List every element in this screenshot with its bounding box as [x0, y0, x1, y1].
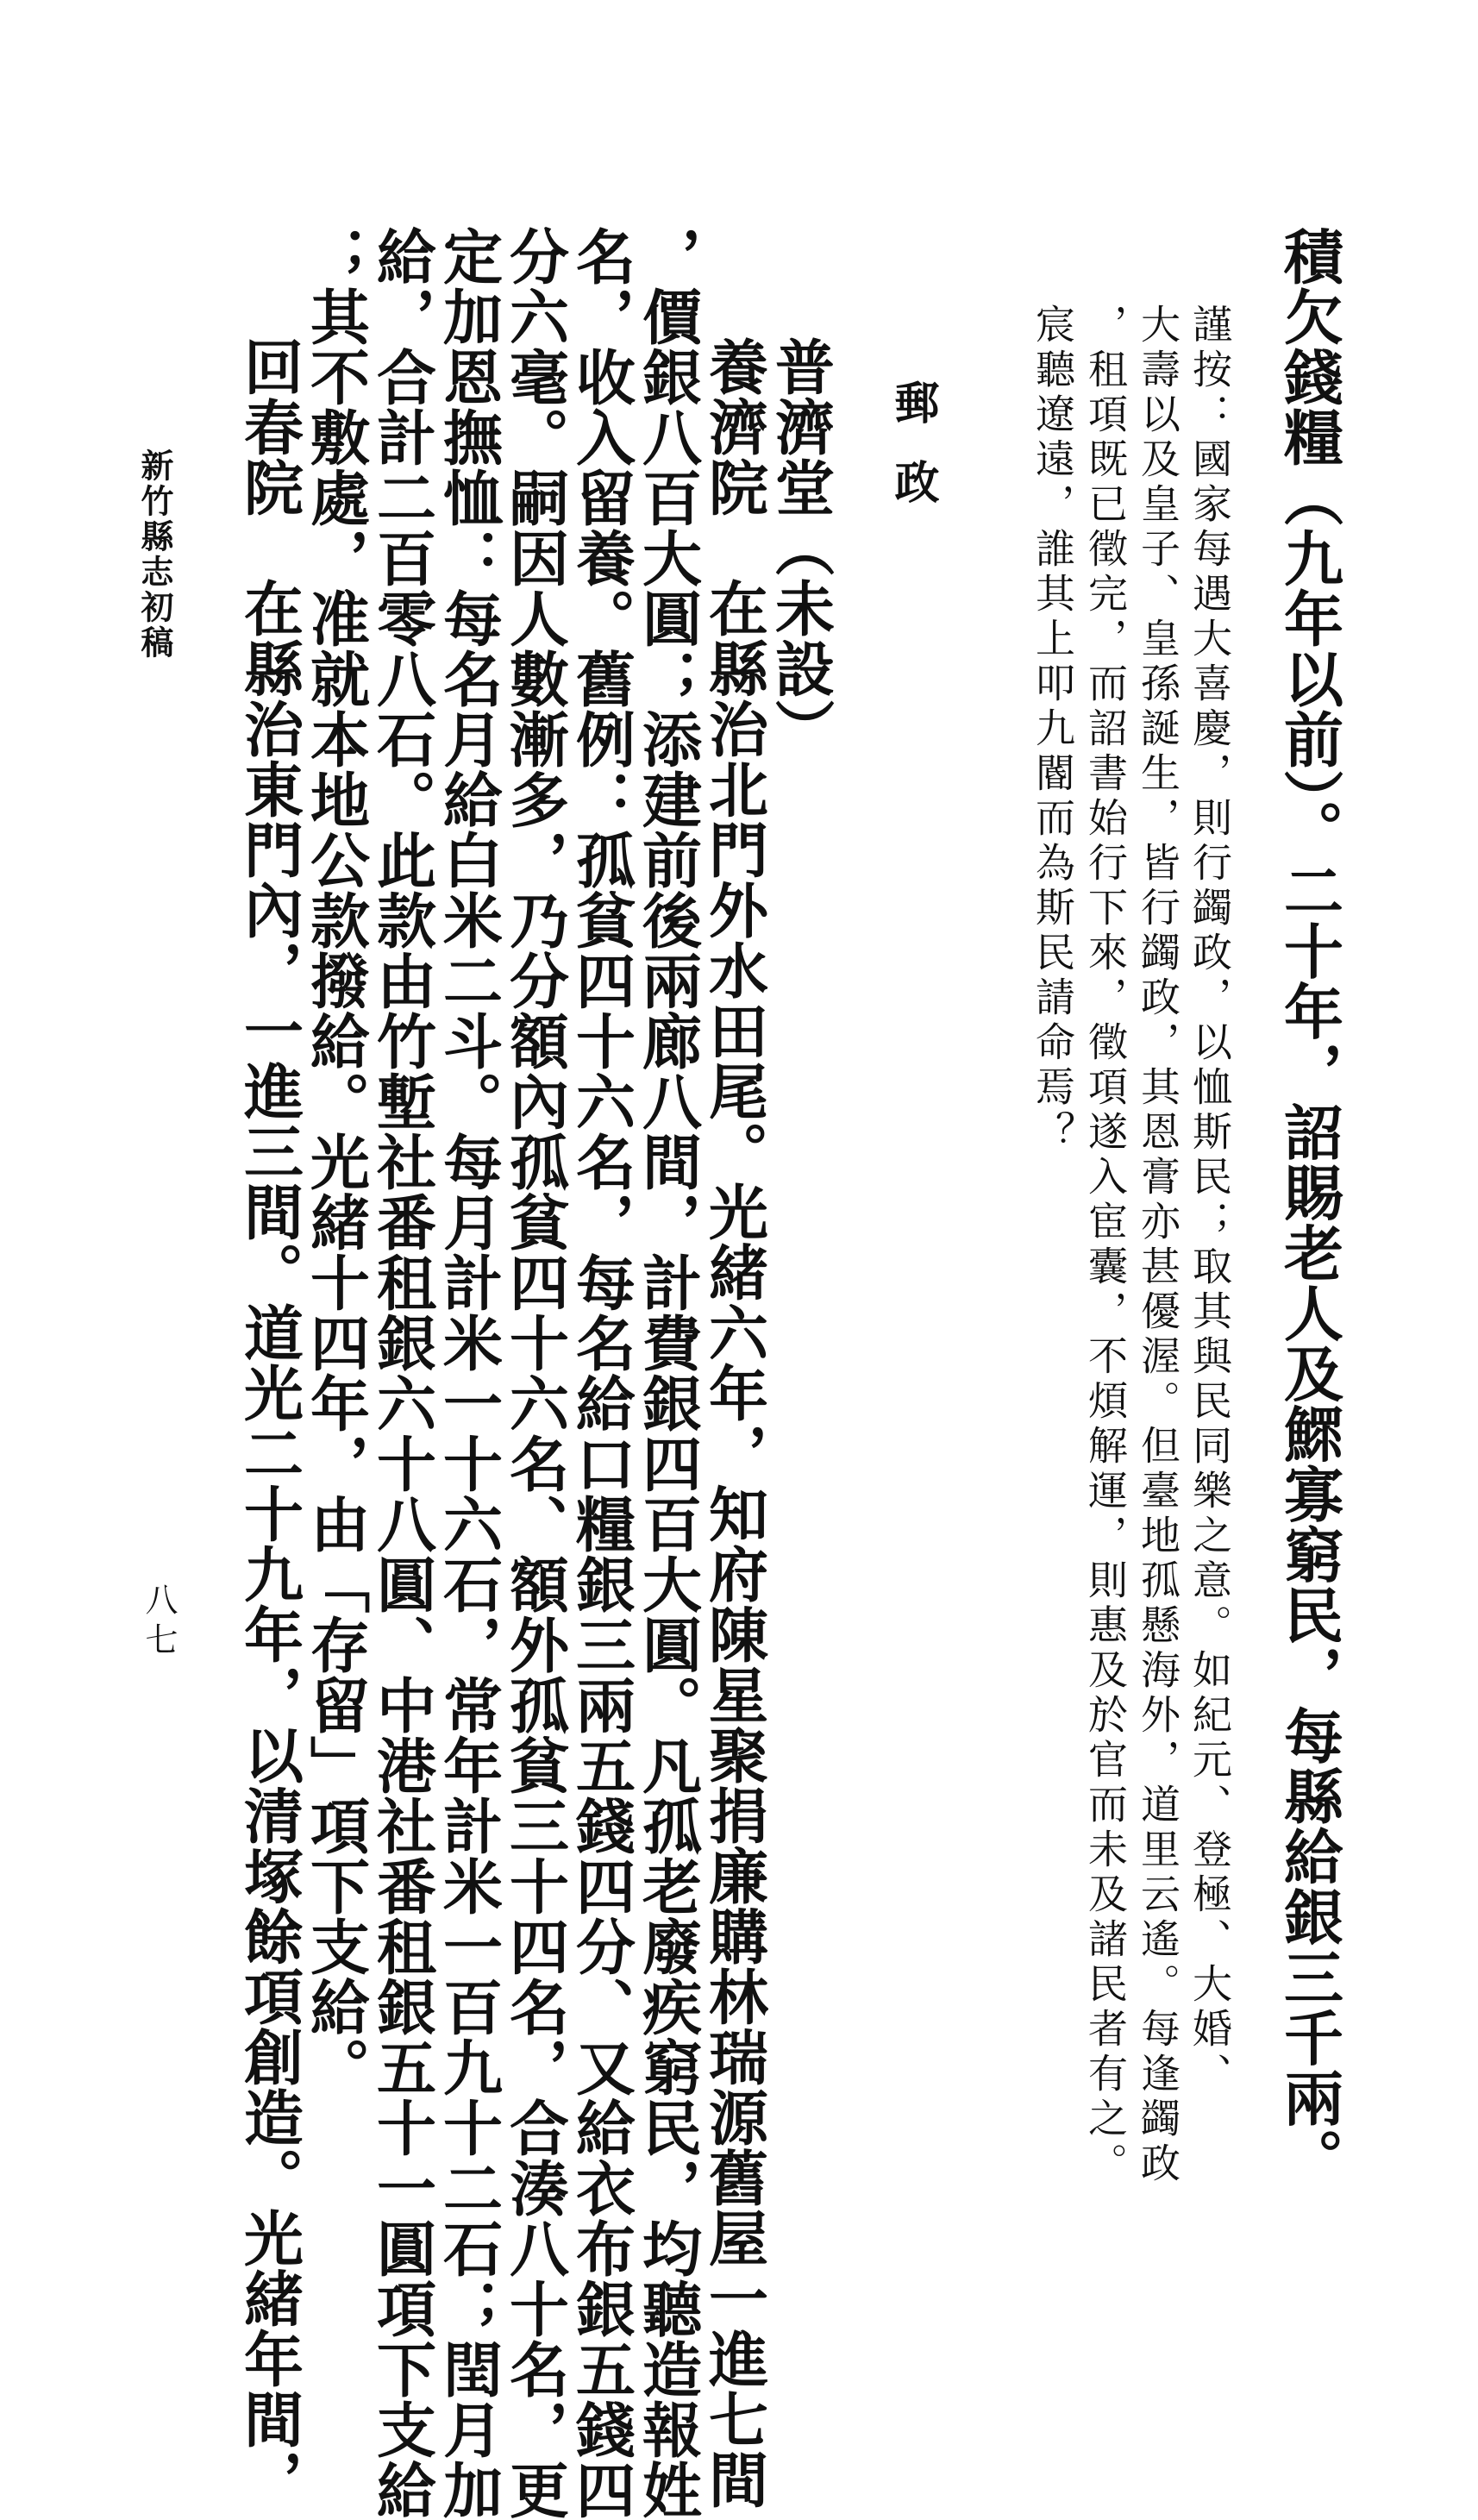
text-column: 大壽以及皇子、皇孫誕生，皆行蠲政，其恩膏亦甚優渥。但臺地孤懸海外，道里云遙。每逢蠲政 — [1135, 304, 1181, 2187]
text-column: ；其不敷處，准就本地公款撥給。光緒十四年，由「存留」項下支給。 — [300, 226, 370, 2097]
text-column: 定加恩撫恤：每名月給白米二斗。每月計米一十六石，常年計米一百九十二石；閏月加 — [433, 226, 503, 2520]
text-column: 回春院 在縣治東門內，一進三間。道光二十九年，以清塚餘項創造。光緒年間， — [234, 336, 304, 2510]
running-title: 新竹縣志初稿 — [135, 448, 174, 661]
text-column: 宸聽遼遠，誰其上叩九閽而為斯民請命焉？ — [1030, 304, 1076, 1156]
text-column: 普濟堂（未設） — [765, 336, 835, 759]
text-column: ，價銀八百大圓；添建前後兩廊八間，計費銀四百大圓。凡孤老廢疾窮民，均聽造報姓 — [632, 226, 702, 2520]
text-column: 分六毫。嗣因人數漸多，乃分額內孤貧四十六名、額外孤貧三十四名，合湊八十名，更 — [499, 226, 569, 2520]
text-column: 養濟院 在縣治北門外水田尾。光緒六年，知府陳星聚捐廉購林瑞源舊屋一進七間 — [698, 336, 768, 2510]
text-column: 名，收入留養。舊例：孤貧四十六名，每名給口糧銀三兩五錢四分、又給衣布銀五錢四 — [566, 226, 636, 2520]
section-heading: 郵政 — [886, 379, 939, 538]
text-column: ，租項既已徵完，而詔書始行下來，徵項遂入宦囊，不煩解運，則惠及於官而未及諸民者有之。 — [1082, 304, 1129, 2187]
text-column: 給，合計二百零八石。此款由竹塹社番租銀六十八圓、中港社番租銀五十一圓項下支給 — [366, 226, 436, 2520]
text-column: 謹按：國家每遇大喜慶，則行蠲政，以恤斯民；取其與民同樂之意。如紀元、登極、大婚、 — [1187, 304, 1233, 2097]
page-number: 八七 — [140, 1583, 178, 1662]
text-column: 積欠錢糧（九年以前）。二十年，詔賜老人及鰥寡窮民，每縣給銀三千兩。 — [1274, 226, 1343, 2189]
